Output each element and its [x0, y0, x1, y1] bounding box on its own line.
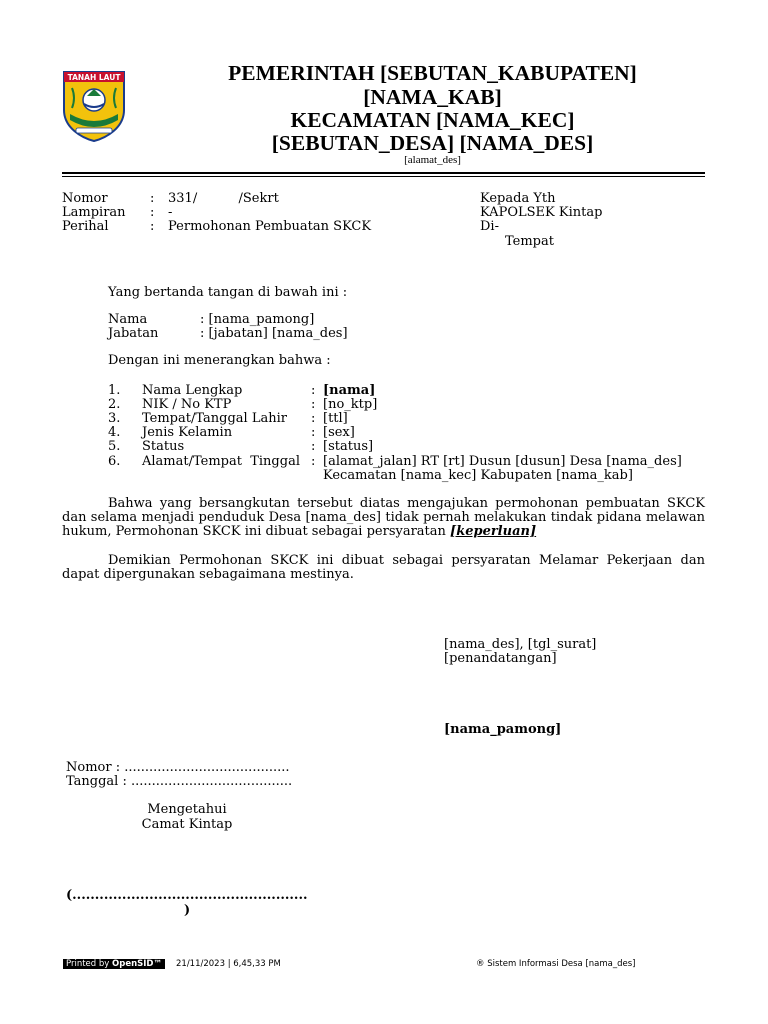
logo-text: TANAH LAUT — [67, 73, 121, 82]
item-sep: : — [311, 383, 316, 398]
nomor-sep: : — [150, 191, 155, 206]
header-divider — [62, 172, 705, 174]
signature-place-date: [nama_des], [tgl_surat] — [444, 637, 597, 652]
perihal-value: Permohonan Pembuatan SKCK — [168, 219, 372, 234]
regency-logo — [62, 70, 126, 142]
header-line-4: [SEBUTAN_DESA] [NAMA_DES] — [271, 131, 594, 155]
item-value: [ttl] — [323, 411, 348, 426]
intro-text: Yang bertanda tangan di bawah ini : — [108, 285, 348, 300]
item-no: 3. — [108, 411, 121, 426]
signature-name: [nama_pamong] — [444, 722, 562, 737]
item-label: Nama Lengkap — [142, 383, 243, 398]
item-sep: : — [311, 454, 316, 469]
paragraph-closing: Demikian Permohonan SKCK ini dibuat sebagai persyaratan Melamar Pekerjaan dan dapat dipergunakan sebagaimana mestinya. — [62, 553, 705, 582]
recipient-line-4: Tempat — [505, 234, 554, 249]
item-value: [sex] — [323, 425, 355, 440]
recipient-line-1: Kepada Yth — [480, 191, 556, 206]
opensid-brand: OpenSID™ — [112, 959, 162, 969]
footer-system-name: ® Sistem Informasi Desa [nama_des] — [476, 959, 636, 969]
item-value: [alamat_jalan] RT [rt] Dusun [dusun] Desa [nama_des] — [323, 454, 682, 469]
nomor-value: 331/ /Sekrt — [168, 191, 279, 206]
item-sep: : — [311, 439, 316, 454]
item-sep: : — [311, 397, 316, 412]
recipient-line-2: KAPOLSEK Kintap — [480, 205, 603, 220]
item-label: Status — [142, 439, 185, 454]
camat-mengetahui: Mengetahui — [147, 802, 227, 817]
item-value-line-2: Kecamatan [nama_kec] Kabupaten [nama_kab] — [323, 468, 633, 483]
camat-nomor: Nomor : ........................................ — [66, 760, 290, 775]
paragraph-statement-text: Bahwa yang bersangkutan tersebut diatas mengajukan permohonan pembuatan SKCK dan selama menjadi penduduk Desa [nama_des] tidak pernah melakukan tindak pidana melawan hukum, Permohonan SKCK ini dibuat sebagai persyaratan — [62, 496, 705, 539]
item-label: Tempat/Tanggal Lahir — [142, 411, 287, 426]
recipient-line-3: Di- — [480, 219, 499, 234]
lampiran-label: Lampiran — [62, 205, 126, 220]
header-divider-thin — [62, 176, 705, 177]
lampiran-sep: : — [150, 205, 155, 220]
item-no: 6. — [108, 454, 121, 469]
header-line-1: PEMERINTAH [SEBUTAN_KABUPATEN] — [228, 61, 637, 85]
camat-sign-close: ) — [184, 903, 191, 918]
item-sep: : — [311, 411, 316, 426]
printed-by-prefix: Printed by — [66, 959, 113, 969]
perihal-sep: : — [150, 219, 155, 234]
printed-at: 21/11/2023 | 6,45,33 PM — [176, 959, 281, 969]
item-label: NIK / No KTP — [142, 397, 232, 412]
header-line-3: KECAMATAN [NAMA_KEC] — [290, 108, 575, 132]
printed-by-badge — [63, 959, 165, 969]
signer-nama-label: Nama — [108, 312, 148, 327]
declare-text: Dengan ini menerangkan bahwa : — [108, 353, 331, 368]
header-address: [alamat_des] — [404, 154, 461, 166]
item-label: Alamat/Tempat Tinggal — [142, 454, 300, 469]
lampiran-value: - — [168, 205, 173, 220]
nomor-label: Nomor — [62, 191, 108, 206]
item-no: 1. — [108, 383, 121, 398]
item-value: [no_ktp] — [323, 397, 378, 412]
item-label: Jenis Kelamin — [142, 425, 233, 440]
camat-sign-line: (.................................................... — [66, 888, 308, 903]
paragraph-statement — [62, 497, 705, 539]
item-no: 2. — [108, 397, 121, 412]
camat-tanggal: Tanggal : ....................................... — [66, 774, 293, 789]
item-no: 5. — [108, 439, 121, 454]
header-line-2: [NAMA_KAB] — [363, 85, 502, 109]
signer-nama-value: : [nama_pamong] — [200, 312, 315, 327]
signature-role: [penandatangan] — [444, 651, 557, 666]
item-value: [status] — [323, 439, 374, 454]
signer-jabatan-label: Jabatan — [108, 326, 159, 341]
signer-jabatan-value: : [jabatan] [nama_des] — [200, 326, 348, 341]
camat-title: Camat Kintap — [141, 817, 233, 832]
keperluan-placeholder: [keperluan] — [450, 524, 537, 539]
item-sep: : — [311, 425, 316, 440]
item-no: 4. — [108, 425, 121, 440]
perihal-label: Perihal — [62, 219, 109, 234]
item-value: [nama] — [323, 383, 376, 398]
